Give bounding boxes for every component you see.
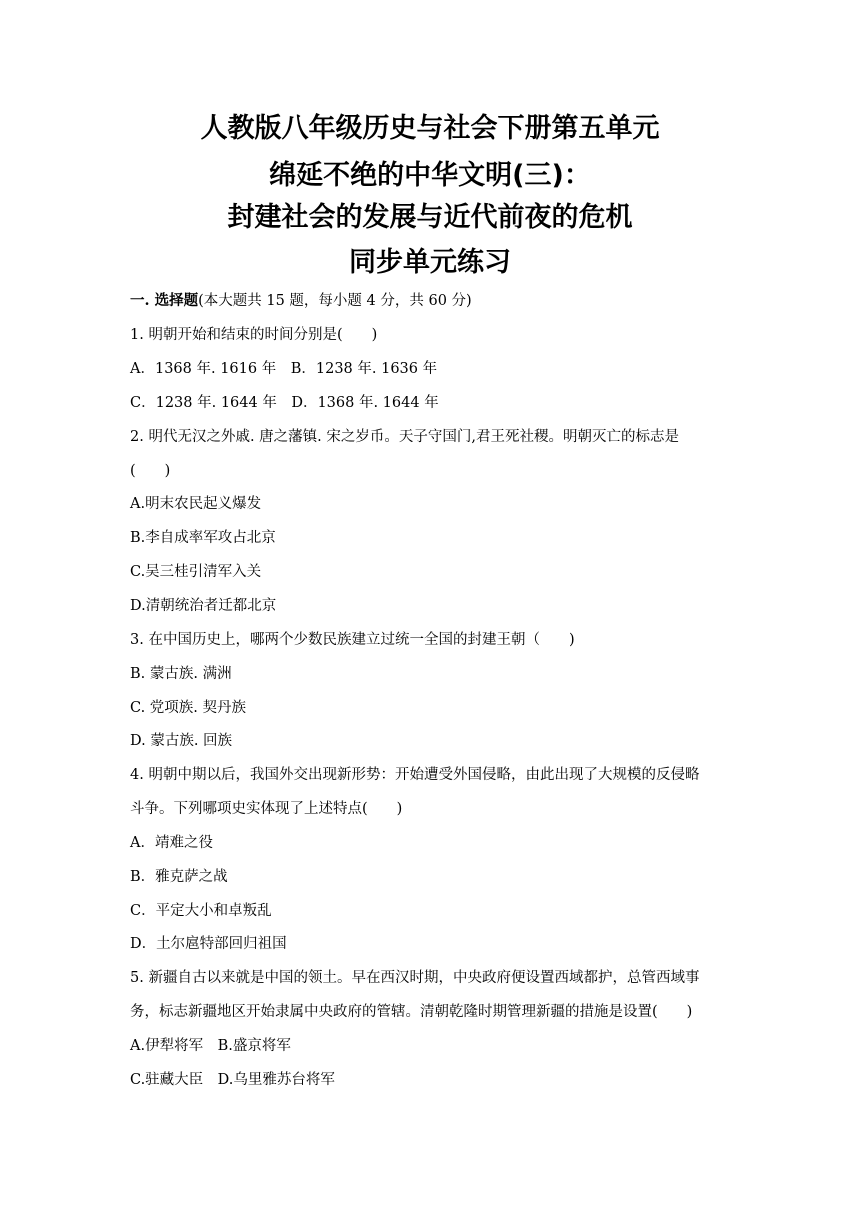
title-line-3: 封建社会的发展与近代前夜的危机 [227, 202, 633, 233]
question-3-option: C. 党项族. 契丹族 [130, 700, 247, 716]
question-1-stem: 1. 明朝开始和结束的时间分别是( ) [130, 327, 378, 343]
question-3-option: B. 蒙古族. 满洲 [130, 666, 232, 682]
question-5-stem: 务，标志新疆地区开始隶属中央政府的管辖。清朝乾隆时期管理新疆的措施是设置( ) [130, 1004, 693, 1020]
question-2-stem: 2. 明代无汉之外戚. 唐之藩镇. 宋之岁币。天子守国门,君王死社稷。明朝灭亡的标志是 [130, 429, 679, 445]
section-heading: 一. 选择题 [130, 292, 199, 309]
question-4-option: A．靖难之役 [130, 835, 213, 851]
question-4-option: D．土尔扈特部回归祖国 [130, 936, 287, 952]
section-note: (本大题共 15 题，每小题 4 分，共 60 分) [198, 293, 472, 309]
title-line-4: 同步单元练习 [349, 247, 511, 278]
question-4-stem: 斗争。下列哪项史实体现了上述特点( ) [130, 801, 403, 817]
question-4-option: B．雅克萨之战 [130, 869, 228, 885]
question-2-option: B.李自成率军攻占北京 [130, 530, 276, 546]
question-1-option-line: A．1368 年. 1616 年 B．1238 年. 1636 年 [130, 361, 438, 377]
question-4-stem: 4. 明朝中期以后，我国外交出现新形势：开始遭受外国侵略，由此出现了大规模的反侵略 [130, 767, 700, 783]
question-5-stem: 5. 新疆自古以来就是中国的领土。早在西汉时期，中央政府便设置西域都护，总管西域事 [130, 970, 700, 986]
question-5-option-line: A.伊犁将军 B.盛京将军 [130, 1038, 291, 1054]
section-header [130, 291, 472, 311]
question-2-option: D.清朝统治者迁都北京 [130, 598, 277, 614]
title-line-1: 人教版八年级历史与社会下册第五单元 [200, 113, 660, 144]
question-5-option-line: C.驻藏大臣 D.乌里雅苏台将军 [130, 1072, 335, 1088]
question-2-option: C.吴三桂引清军入关 [130, 564, 262, 580]
question-2-stem: ( ) [130, 463, 171, 479]
question-3-stem: 3. 在中国历史上，哪两个少数民族建立过统一全国的封建王朝（ ) [130, 632, 575, 648]
question-4-option: C．平定大小和卓叛乱 [130, 903, 272, 919]
question-1-option-line: C．1238 年. 1644 年 D．1368 年. 1644 年 [130, 395, 439, 411]
question-3-option: D. 蒙古族. 回族 [130, 733, 233, 749]
title-line-2: 绵延不绝的中华文明(三)： [269, 160, 591, 191]
question-2-option: A.明末农民起义爆发 [130, 496, 262, 512]
